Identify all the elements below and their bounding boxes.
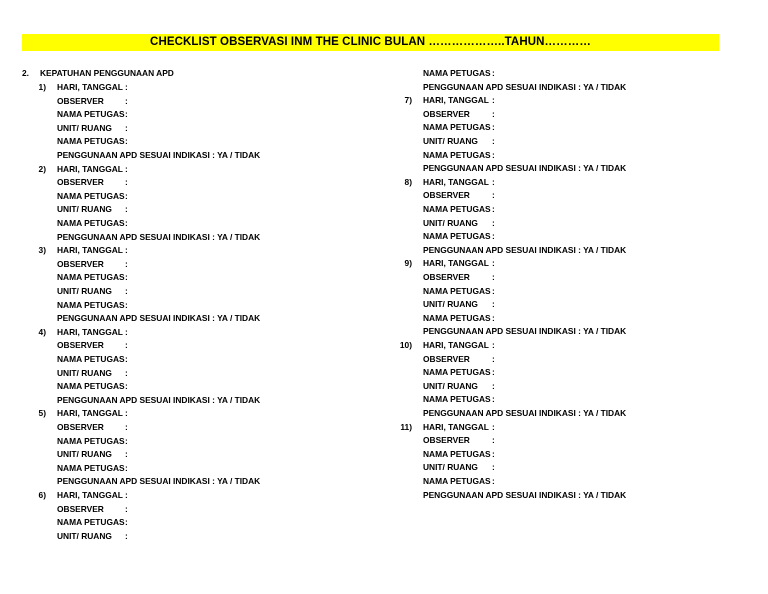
unit-ruang-label: UNIT/ RUANG: [57, 286, 112, 296]
penggunaan-apd-label: PENGGUNAAN APD SESUAI INDIKASI : YA / TIDAK: [57, 231, 261, 242]
unit-ruang-label: UNIT/ RUANG: [57, 367, 112, 378]
unit-ruang-label: UNIT/ RUANG: [57, 122, 112, 133]
field-colon: :: [125, 272, 128, 283]
nama-petugas-label: NAMA PETUGAS: [57, 517, 125, 528]
field-colon: :: [125, 95, 128, 106]
item-number: 2): [38, 163, 46, 174]
observer-label: OBSERVER: [57, 340, 104, 351]
field-colon: :: [125, 286, 128, 296]
field-colon: :: [492, 68, 495, 78]
unit-ruang-label: UNIT/ RUANG: [57, 204, 112, 215]
unit-ruang-label: UNIT/ RUANG: [423, 136, 478, 146]
unit-ruang-label: UNIT/ RUANG: [57, 530, 112, 541]
field-colon: :: [125, 163, 128, 174]
penggunaan-apd-label: PENGGUNAAN APD SESUAI INDIKASI : YA / TIDAK: [57, 150, 261, 160]
nama-petugas-label: NAMA PETUGAS: [423, 394, 491, 405]
observer-label: OBSERVER: [57, 95, 104, 106]
observer-label: OBSERVER: [57, 177, 104, 188]
field-colon: :: [492, 122, 495, 133]
penggunaan-apd-label: PENGGUNAAN APD SESUAI INDIKASI : YA / TIDAK: [423, 163, 627, 174]
nama-petugas-label: NAMA PETUGAS: [423, 204, 491, 214]
field-colon: :: [125, 462, 128, 473]
field-colon: :: [125, 136, 128, 147]
nama-petugas-label: NAMA PETUGAS: [57, 435, 125, 446]
field-colon: :: [125, 177, 128, 188]
item-number: 10): [399, 340, 412, 350]
nama-petugas-label: NAMA PETUGAS: [57, 190, 125, 201]
field-colon: :: [125, 340, 128, 351]
hari-tanggal-label: HARI, TANGGAL: [57, 163, 123, 174]
field-colon: :: [125, 245, 128, 256]
observer-label: OBSERVER: [423, 435, 470, 446]
hari-tanggal-label: HARI, TANGGAL: [423, 95, 489, 106]
item-number: 9): [404, 258, 412, 269]
observer-label: OBSERVER: [57, 258, 104, 269]
hari-tanggal-label: HARI, TANGGAL: [57, 326, 123, 337]
nama-petugas-label: NAMA PETUGAS: [423, 448, 491, 459]
unit-ruang-label: UNIT/ RUANG: [423, 299, 478, 310]
item-number: 6): [38, 490, 46, 500]
observer-label: OBSERVER: [423, 272, 470, 282]
field-colon: :: [492, 95, 495, 106]
field-colon: :: [125, 109, 128, 120]
field-colon: :: [492, 108, 495, 119]
nama-petugas-label: NAMA PETUGAS: [57, 272, 125, 283]
nama-petugas-label: NAMA PETUGAS: [423, 231, 491, 242]
observer-label: OBSERVER: [423, 190, 470, 201]
field-colon: :: [125, 435, 128, 446]
field-colon: :: [125, 190, 128, 201]
nama-petugas-label: NAMA PETUGAS: [57, 109, 125, 120]
field-colon: :: [492, 231, 495, 242]
field-colon: :: [125, 204, 128, 215]
penggunaan-apd-label: PENGGUNAAN APD SESUAI INDIKASI : YA / TIDAK: [57, 394, 261, 405]
field-colon: :: [125, 408, 128, 419]
penggunaan-apd-label: PENGGUNAAN APD SESUAI INDIKASI : YA / TIDAK: [423, 81, 627, 92]
nama-petugas-label: NAMA PETUGAS: [57, 381, 125, 392]
field-colon: :: [492, 217, 495, 228]
field-colon: :: [125, 354, 128, 364]
hari-tanggal-label: HARI, TANGGAL: [423, 258, 489, 269]
item-number: 4): [38, 326, 46, 337]
hari-tanggal-label: HARI, TANGGAL: [423, 176, 489, 187]
nama-petugas-label: NAMA PETUGAS: [423, 68, 491, 78]
item-number: 3): [38, 245, 46, 256]
field-colon: :: [125, 490, 128, 500]
field-colon: :: [125, 82, 128, 92]
hari-tanggal-label: HARI, TANGGAL: [57, 82, 123, 92]
field-colon: :: [125, 122, 128, 133]
field-colon: :: [492, 476, 495, 486]
item-number: 7): [404, 95, 412, 106]
field-colon: :: [125, 449, 128, 460]
penggunaan-apd-label: PENGGUNAAN APD SESUAI INDIKASI : YA / TIDAK: [423, 408, 627, 418]
field-colon: :: [125, 530, 128, 541]
observer-label: OBSERVER: [423, 108, 470, 119]
field-colon: :: [492, 272, 495, 282]
penggunaan-apd-label: PENGGUNAAN APD SESUAI INDIKASI : YA / TIDAK: [423, 489, 627, 500]
nama-petugas-label: NAMA PETUGAS: [423, 312, 491, 323]
nama-petugas-label: NAMA PETUGAS: [423, 476, 491, 486]
field-colon: :: [492, 204, 495, 214]
field-colon: :: [492, 448, 495, 459]
field-colon: :: [492, 176, 495, 187]
field-colon: :: [492, 367, 495, 378]
field-colon: :: [125, 367, 128, 378]
item-number: 11): [400, 421, 412, 432]
nama-petugas-label: NAMA PETUGAS: [57, 299, 125, 310]
hari-tanggal-label: HARI, TANGGAL: [57, 245, 123, 256]
field-colon: :: [492, 462, 495, 473]
field-colon: :: [492, 340, 495, 350]
nama-petugas-label: NAMA PETUGAS: [57, 218, 125, 228]
field-colon: :: [125, 326, 128, 337]
penggunaan-apd-label: PENGGUNAAN APD SESUAI INDIKASI : YA / TIDAK: [57, 313, 261, 324]
nama-petugas-label: NAMA PETUGAS: [423, 285, 491, 296]
nama-petugas-label: NAMA PETUGAS: [57, 462, 125, 473]
field-colon: :: [492, 136, 495, 146]
nama-petugas-label: NAMA PETUGAS: [423, 367, 491, 378]
nama-petugas-label: NAMA PETUGAS: [423, 149, 491, 160]
field-colon: :: [492, 435, 495, 446]
field-colon: :: [492, 258, 495, 269]
penggunaan-apd-label: PENGGUNAAN APD SESUAI INDIKASI : YA / TIDAK: [57, 476, 261, 487]
nama-petugas-label: NAMA PETUGAS: [57, 136, 125, 147]
observer-label: OBSERVER: [57, 422, 104, 432]
section-number: 2.: [22, 68, 29, 78]
field-colon: :: [125, 381, 128, 392]
hari-tanggal-label: HARI, TANGGAL: [57, 408, 123, 419]
field-colon: :: [125, 299, 128, 310]
unit-ruang-label: UNIT/ RUANG: [423, 462, 478, 473]
item-number: 5): [38, 408, 46, 419]
field-colon: :: [492, 394, 495, 405]
item-number: 8): [404, 176, 412, 187]
field-colon: :: [125, 258, 128, 269]
field-colon: :: [492, 190, 495, 201]
penggunaan-apd-label: PENGGUNAAN APD SESUAI INDIKASI : YA / TIDAK: [423, 326, 627, 337]
field-colon: :: [492, 149, 495, 160]
field-colon: :: [492, 299, 495, 310]
nama-petugas-label: NAMA PETUGAS: [423, 122, 491, 133]
field-colon: :: [492, 353, 495, 364]
field-colon: :: [125, 517, 128, 528]
field-colon: :: [125, 218, 128, 228]
page-title: CHECKLIST OBSERVASI INM THE CLINIC BULAN ………………..TAHUN…………: [22, 34, 719, 51]
field-colon: :: [492, 380, 495, 391]
item-number: 1): [38, 82, 46, 92]
unit-ruang-label: UNIT/ RUANG: [423, 380, 478, 391]
field-colon: :: [492, 312, 495, 323]
observer-label: OBSERVER: [423, 353, 470, 364]
hari-tanggal-label: HARI, TANGGAL: [423, 421, 489, 432]
unit-ruang-label: UNIT/ RUANG: [423, 217, 478, 228]
unit-ruang-label: UNIT/ RUANG: [57, 449, 112, 460]
field-colon: :: [492, 285, 495, 296]
hari-tanggal-label: HARI, TANGGAL: [423, 340, 489, 350]
hari-tanggal-label: HARI, TANGGAL: [57, 490, 123, 500]
field-colon: :: [125, 503, 128, 514]
section-title: KEPATUHAN PENGGUNAAN APD: [40, 68, 174, 78]
field-colon: :: [125, 422, 128, 432]
penggunaan-apd-label: PENGGUNAAN APD SESUAI INDIKASI : YA / TIDAK: [423, 244, 627, 255]
observer-label: OBSERVER: [57, 503, 104, 514]
nama-petugas-label: NAMA PETUGAS: [57, 354, 125, 364]
field-colon: :: [492, 421, 495, 432]
